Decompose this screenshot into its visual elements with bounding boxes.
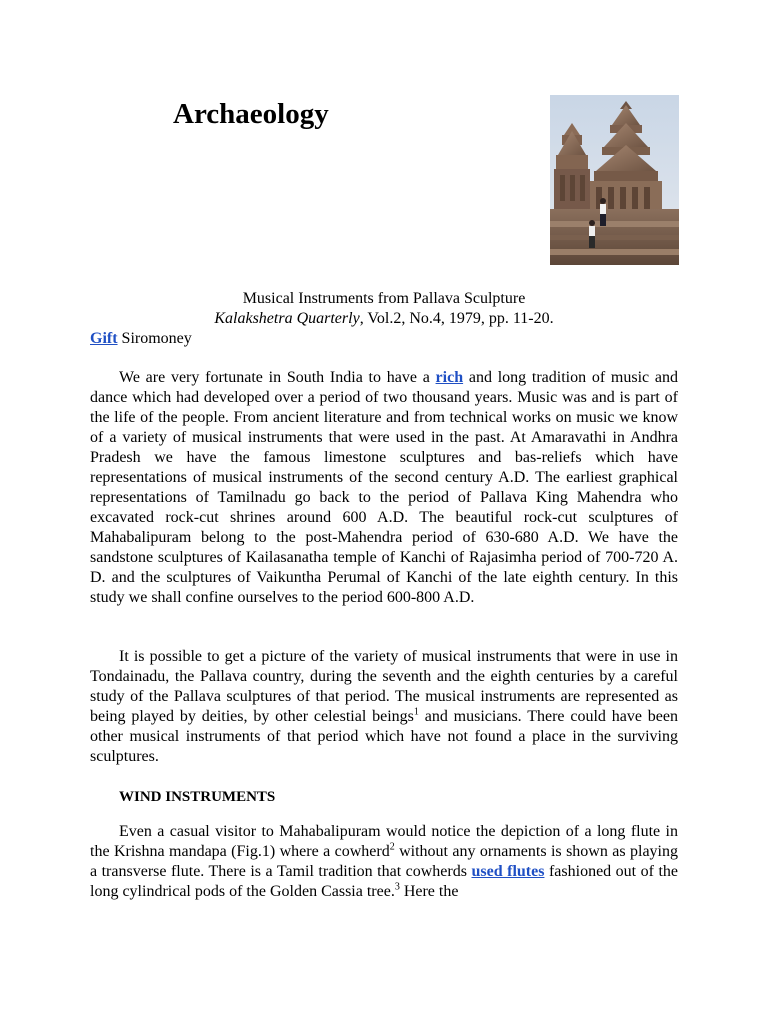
citation-title: Musical Instruments from Pallava Sculpture — [242, 290, 526, 307]
paragraph-text: fashioned out of the long cylindrical pods of the Golden Cassia tree. — [90, 863, 679, 900]
paragraph-intro — [90, 368, 678, 608]
author-link[interactable]: Gift — [90, 330, 118, 347]
paragraph-flute — [90, 822, 678, 902]
footnote-ref: 2 — [389, 841, 395, 853]
paragraph-text: We are very fortunate in South India to have a — [119, 369, 436, 386]
journal-volume: , Vol.2, No.4, 1979, pp. 11-20. — [359, 310, 554, 327]
paragraph-variety — [90, 647, 678, 767]
paragraph-text: and musicians. There could have been other musical instruments of that period which have not found a place in the surviving sculptures. — [90, 708, 679, 765]
used-flutes-link[interactable]: used flutes — [471, 863, 545, 880]
author-surname: Siromoney — [117, 330, 192, 347]
author-line — [90, 329, 192, 349]
footnote-ref: 3 — [394, 881, 400, 893]
paragraph-text: It is possible to get a picture of the variety of musical instruments that were in use in Tondainadu, the Pallava country, during the seventh and the eighth centuries by a careful study of the Pallava sculptures of that period. The musical instruments are represented as being played by deities, by other celestial beings — [90, 648, 678, 725]
section-heading: WIND INSTRUMENTS — [119, 789, 276, 805]
footnote-ref: 1 — [413, 706, 419, 718]
page-title: Archaeology — [173, 98, 329, 130]
paragraph-text: Even a casual visitor to Mahabalipuram would notice the depiction of a long flute in the Krishna mandapa (Fig.1) where a cowherd — [90, 823, 678, 860]
paragraph-text: without any ornaments is shown as playing a transverse flute. There is a Tamil tradition that cowherds — [90, 843, 678, 880]
journal-name: Kalakshetra Quarterly — [214, 310, 360, 327]
temple-photo — [550, 95, 679, 265]
paragraph-text: Here the — [399, 883, 459, 900]
paragraph-text: and long tradition of music and dance which had developed over a period of two thousand years. Music was and is part of the life of the people. From ancient literature and from technical works on music we know of a variety of musical instruments that were used in the past. At Amaravathi in Andhra Pradesh we have the famous limestone sculptures and bas-reliefs which have representations of musical instruments of the second century A.D. The earliest graphical representations of Tamilnadu go back to the period of Pallava King Mahendra who excavated rock-cut shrines around 600 A.D. The beautiful rock-cut sculptures of Mahabalipuram belong to the post-Mahendra period of 630-680 A.D. We have the sandstone sculptures of Kailasanatha temple of Kanchi of Rajasimha period of 700-720 A. D. and the sculptures of Vaikuntha Perumal of Kanchi of the late eighth century. In this study we shall confine ourselves to the period 600-800 A.D. — [90, 369, 678, 606]
citation-details — [90, 309, 678, 329]
rich-link[interactable]: rich — [435, 369, 464, 386]
